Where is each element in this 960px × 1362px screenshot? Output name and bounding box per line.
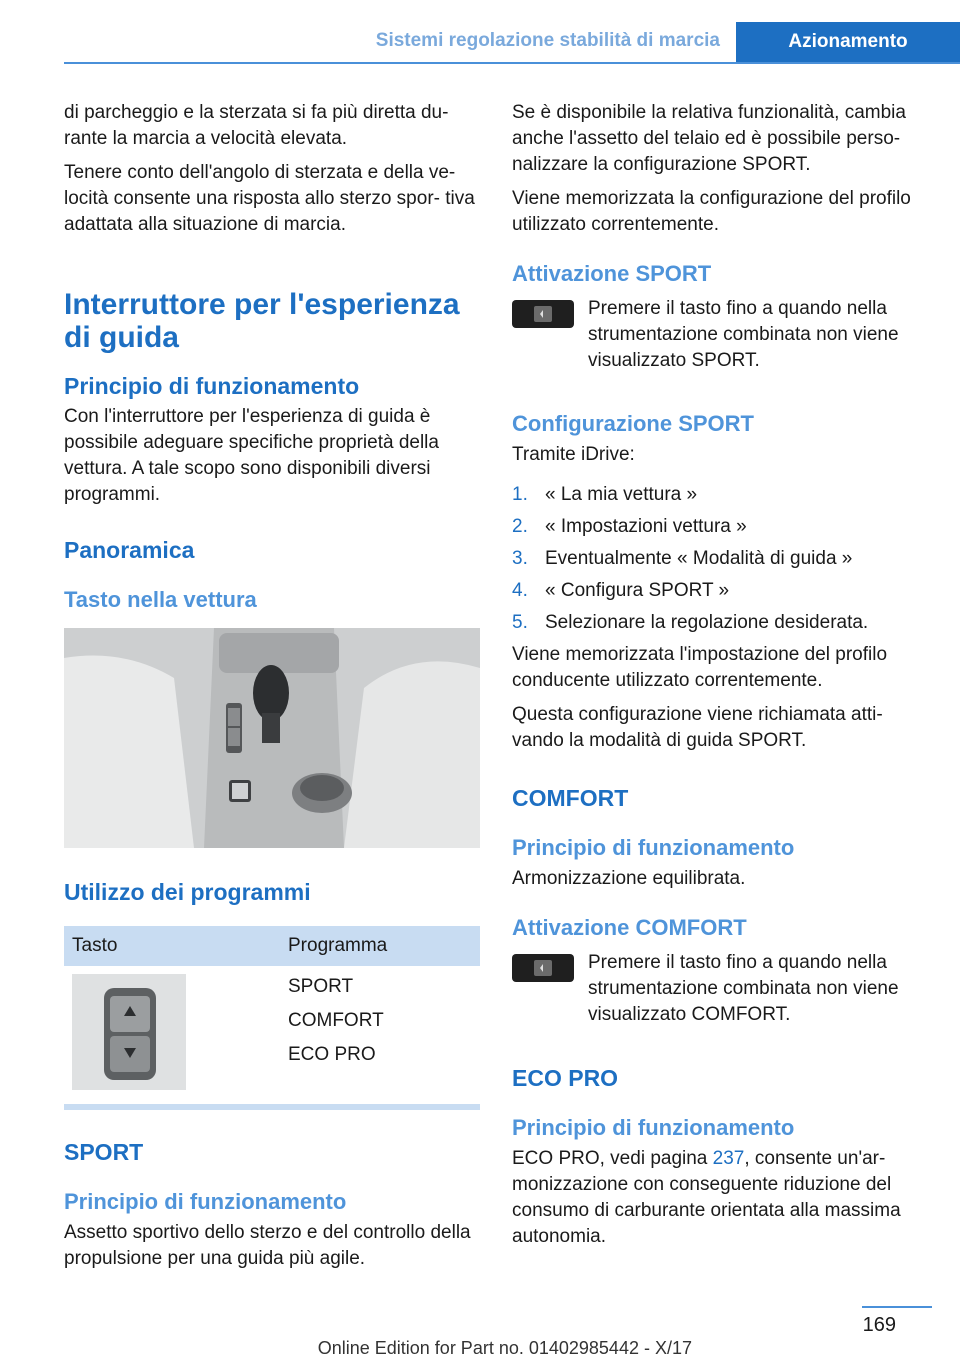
list-item: 4. « Configura SPORT » [512, 580, 730, 601]
overview-heading: Panoramica [64, 537, 195, 563]
right-column [512, 100, 932, 1258]
principle-heading: Principio di funzionamento [64, 373, 360, 399]
comfort-activation-block [512, 950, 932, 1028]
section-heading: Interruttore per l'esperienza di guida [64, 288, 460, 354]
footer-rule [862, 1306, 932, 1308]
comfort-heading: COMFORT [512, 785, 629, 811]
sport-heading: SPORT [64, 1139, 144, 1165]
mode-switch-image [72, 974, 186, 1090]
sport-principle-text: Assetto sportivo dello sterzo e del controllo della propulsione per una guida più agile. [64, 1222, 471, 1269]
principle-text: Con l'interruttore per l'esperienza di guida è possibile adeguare specifiche proprietà della vettura. A tale scopo sono disponibili diversi programmi. [64, 406, 439, 505]
comfort-principle-text: Armonizzazione equilibrata. [512, 868, 746, 889]
sport-activation-heading: Attivazione SPORT [512, 261, 712, 286]
program-list-cell [280, 966, 480, 1107]
sport-principle-heading: Principio di funzionamento [64, 1189, 347, 1214]
table-header-program: Programma [280, 926, 480, 966]
page-header [64, 22, 960, 64]
intro-paragraph-2: Tenere conto dell'angolo di sterzata e della ve- locità consente una risposta allo sterzo spor- tiva adattata alla situazione di marcia. [64, 162, 475, 235]
page-link-237[interactable]: 237 [712, 1148, 745, 1169]
programs-usage-heading: Utilizzo dei programmi [64, 879, 311, 905]
page-number: 169 [862, 1314, 896, 1336]
intro-paragraph-1: di parcheggio e la sterzata si fa più diretta du- rante la marcia a velocità elevata. [64, 102, 449, 149]
sport-config-intro: Tramite iDrive: [512, 444, 635, 465]
programs-table [64, 926, 480, 1110]
sport-config-heading: Configurazione SPORT [512, 411, 754, 436]
sport-activation-text: Premere il tasto fino a quando nella strumentazione combinata non viene visualizzato SPORT. [588, 298, 899, 371]
program-eco-pro: ECO PRO [288, 1044, 376, 1065]
right-paragraph-1: Se è disponibile la relativa funzionalità, cambia anche l'assetto del telaio ed è possibile perso- nalizzare la configurazione SPORT. [512, 102, 906, 175]
comfort-activation-text: Premere il tasto fino a quando nella strumentazione combinata non viene visualizzato COMFORT. [588, 952, 899, 1025]
list-item: 3. Eventualmente « Modalità di guida » [512, 548, 853, 569]
sport-activation-block [512, 296, 932, 374]
chapter-tab[interactable]: Azionamento [736, 22, 960, 62]
eco-pro-principle-text: ECO PRO, vedi pagina 237, consente un'ar- monizzazione con conseguente riduzione del consumo di carburante orientata alla massima autonomia. [512, 1148, 901, 1247]
center-console-photo [64, 628, 480, 848]
list-item: 1. « La mia vettura » [512, 484, 698, 505]
mode-button-icon [512, 300, 574, 328]
right-paragraph-3: Viene memorizzata l'impostazione del profilo conducente utilizzato correntemente. [512, 644, 888, 691]
eco-pro-principle-heading: Principio di funzionamento [512, 1115, 795, 1140]
table-header-row [64, 926, 480, 966]
list-item: 5. Selezionare la regolazione desiderata. [512, 612, 869, 633]
edition-note: Online Edition for Part no. 01402985442 - X/17 [317, 1338, 692, 1358]
right-paragraph-4: Questa configurazione viene richiamata atti- vando la modalità di guida SPORT. [512, 704, 883, 751]
right-paragraph-2: Viene memorizzata la configurazione del profilo utilizzato correntemente. [512, 188, 911, 235]
eco-pro-heading: ECO PRO [512, 1065, 619, 1091]
table-row [64, 966, 480, 1107]
program-sport: SPORT [288, 976, 354, 997]
sport-config-steps [512, 482, 932, 636]
list-item: 2. « Impostazioni vettura » [512, 516, 747, 537]
section-title: Sistemi regolazione stabilità di marcia [375, 30, 720, 51]
left-column [64, 100, 480, 1280]
button-in-vehicle-heading: Tasto nella vettura [64, 587, 257, 612]
comfort-activation-heading: Attivazione COMFORT [512, 915, 747, 940]
switch-image-cell [64, 966, 280, 1107]
program-comfort: COMFORT [288, 1010, 384, 1031]
table-header-button: Tasto [64, 926, 280, 966]
comfort-principle-heading: Principio di funzionamento [512, 835, 795, 860]
mode-button-icon [512, 954, 574, 982]
